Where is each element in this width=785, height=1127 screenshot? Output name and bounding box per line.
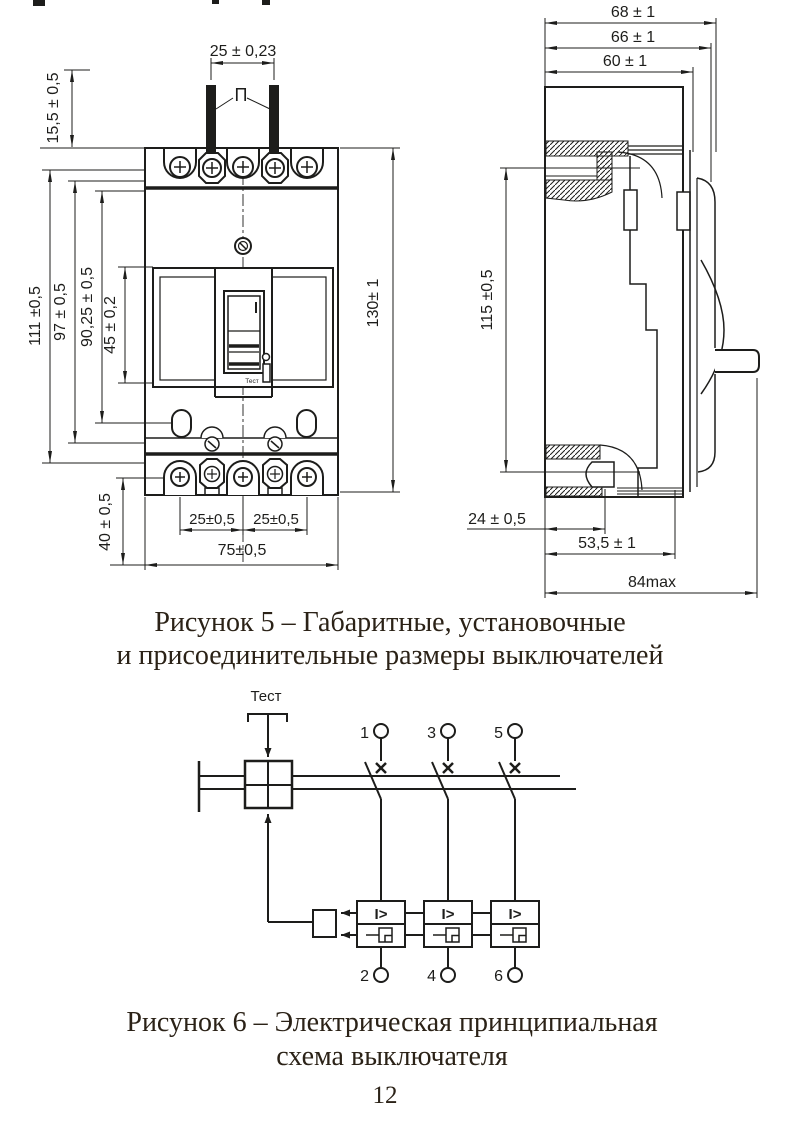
pole-3 <box>491 724 539 985</box>
trip-coupling-box <box>313 910 336 937</box>
svg-text:53,5 ± 1: 53,5 ± 1 <box>578 535 636 552</box>
toggle-recess <box>224 291 264 373</box>
toggle-handle-side <box>715 350 759 372</box>
svg-text:97 ± 0,5: 97 ± 0,5 <box>52 283 69 341</box>
svg-text:25 ± 0,23: 25 ± 0,23 <box>209 43 277 60</box>
svg-text:111 ±0,5: 111 ±0,5 <box>27 286 44 346</box>
center-screw <box>235 238 251 254</box>
svg-text:6: 6 <box>494 968 503 985</box>
pin-label: П <box>234 85 248 105</box>
figure6-schematic <box>199 688 576 985</box>
test-label: Тест <box>250 688 282 705</box>
svg-text:45 ± 0,2: 45 ± 0,2 <box>102 296 119 354</box>
svg-text:66 ± 1: 66 ± 1 <box>610 29 656 46</box>
figure5-caption-line1: Рисунок 5 – Габаритные, установочные <box>154 607 626 638</box>
svg-text:I>: I> <box>441 906 455 923</box>
test-button-label: Тест <box>245 378 259 385</box>
dim-height-97 <box>52 181 145 443</box>
pole-2 <box>424 724 472 985</box>
svg-text:90,25 ± 0,5: 90,25 ± 0,5 <box>79 267 96 347</box>
svg-text:130± 1: 130± 1 <box>365 278 382 328</box>
svg-text:1: 1 <box>360 725 369 742</box>
toggle-panel <box>153 268 333 397</box>
svg-text:25±0,5: 25±0,5 <box>189 511 235 528</box>
svg-text:3: 3 <box>427 725 436 742</box>
svg-text:25±0,5: 25±0,5 <box>253 511 299 528</box>
figure5-side-view <box>467 4 759 598</box>
figure5-caption-line2: и присоединительные размеры выключателей <box>116 640 664 671</box>
cover-and-handle <box>690 150 759 492</box>
dim-terminal-pitch-top <box>210 43 277 80</box>
svg-text:24 ± 0,5: 24 ± 0,5 <box>468 511 526 528</box>
test-button <box>263 354 270 361</box>
bottom-terminal-row <box>164 459 323 495</box>
svg-text:84max: 84max <box>627 574 677 591</box>
svg-text:5: 5 <box>494 725 503 742</box>
scan-artifacts <box>33 0 270 6</box>
page-number: 12 <box>372 1082 398 1109</box>
svg-text:2: 2 <box>360 968 369 985</box>
svg-text:4: 4 <box>427 968 436 985</box>
svg-text:75±0,5: 75±0,5 <box>217 542 267 559</box>
figure6-caption-line1: Рисунок 6 – Электрическая принципиальная <box>126 1007 658 1038</box>
dim-bottom-pitches <box>145 497 338 570</box>
dim-depth-53-5 <box>545 490 675 559</box>
figure6-caption-line2: схема выключателя <box>276 1041 508 1072</box>
dim-height-130 <box>340 148 400 492</box>
svg-text:I>: I> <box>508 906 522 923</box>
svg-text:I>: I> <box>374 906 388 923</box>
svg-text:40 ± 0,5: 40 ± 0,5 <box>97 493 114 551</box>
pole-1 <box>357 724 405 985</box>
svg-text:60 ± 1: 60 ± 1 <box>602 53 648 70</box>
mounting-hole-right <box>297 410 316 437</box>
figure5-front-view <box>27 43 400 570</box>
dim-pin-length <box>40 70 145 148</box>
svg-text:115 ±0,5: 115 ±0,5 <box>479 269 496 331</box>
mounting-hole-left <box>172 410 191 437</box>
svg-text:15,5 ± 0,5: 15,5 ± 0,5 <box>45 72 62 144</box>
svg-text:68 ± 1: 68 ± 1 <box>610 4 656 21</box>
